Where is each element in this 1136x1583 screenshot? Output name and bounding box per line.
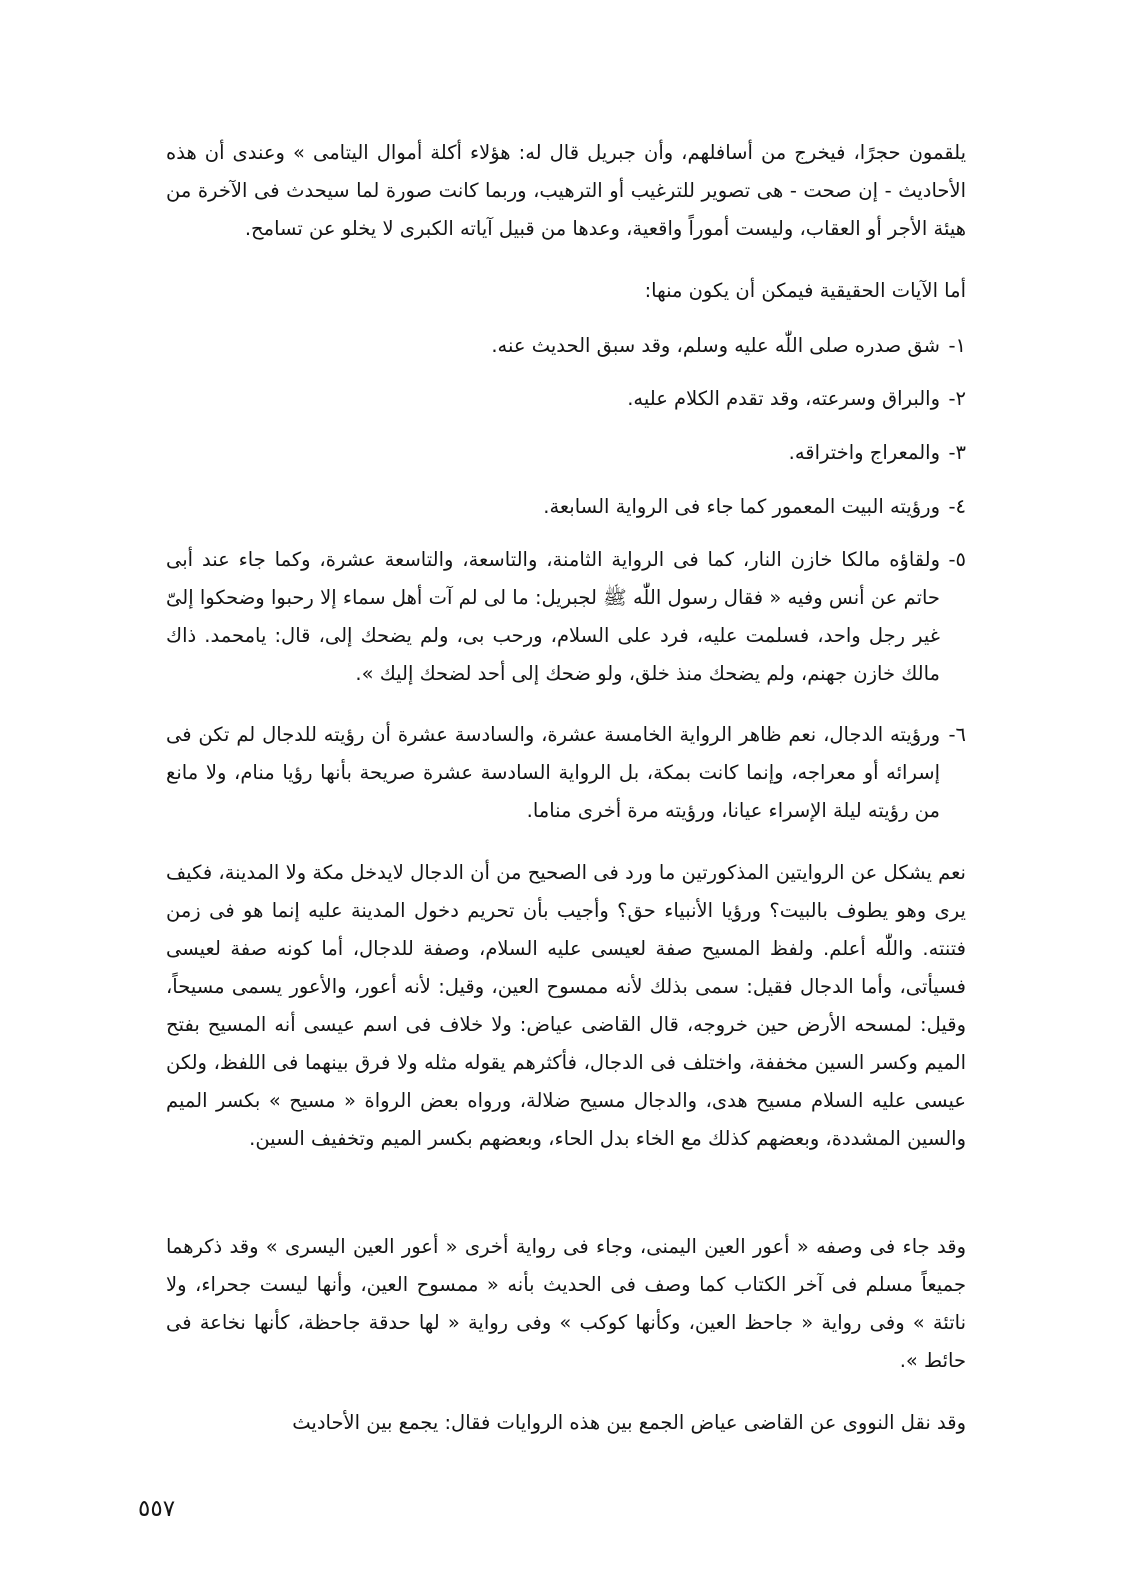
list-item-text: ولقاؤه مالكا خازن النار، كما فى الرواية الثامنة، والتاسعة، والتاسعة عشرة، وكما جاء عند أبى حاتم عن أنس وفيه « فقال رسول اللّٰه ﷺ لجبريل: ما لى لم آت أهل سماء إلا رحبوا وضحكوا إلىّ غير رجل واحد، فسلمت عليه، فرد على السلام، ورحب بى، ولم يضحك إلى، قال: يامحمد. ذاك مالك خازن جهنم، ولم يضحك منذ خلق، ولو ضحك إلى أحد لضحك إليك ». [166,548,940,685]
dajjal-paragraph [166,854,966,1158]
list-item-text: والبراق وسرعته، وقد تقدم الكلام عليه. [627,387,940,410]
list-item-1 [166,327,966,365]
real-signs-heading: أما الآيات الحقيقية فيمكن أن يكون منها: [644,279,966,302]
list-item-number: ٤- [948,495,966,518]
list-item-4 [166,488,966,526]
list-item-number: ٣- [948,441,966,464]
eye-paragraph [166,1228,966,1380]
intro-paragraph [166,134,966,248]
list-item-text: ورؤيته الدجال، نعم ظاهر الرواية الخامسة عشرة، والسادسة عشرة أن رؤيته للدجال لم تكن فى إسرائه أو معراجه، وإنما كانت بمكة، بل الرواية السادسة عشرة صريحة بأنها رؤيا منام، ولا مانع من رؤيته ليلة الإسراء عيانا، ورؤيته مرة أخرى مناما. [166,723,940,822]
list-item-text: والمعراج واختراقه. [788,441,940,464]
list-item-number: ٢- [948,387,966,410]
list-item-5 [166,541,966,693]
list-item-3 [166,434,966,472]
list-item-text: ورؤيته البيت المعمور كما جاء فى الرواية السابعة. [543,495,940,518]
nawawi-paragraph: وقد نقل النووى عن القاضى عياض الجمع بين هذه الروايات فقال: يجمع بين الأحاديث [292,1411,966,1434]
dajjal-paragraph-text: نعم يشكل عن الروايتين المذكورتين ما ورد فى الصحيح من أن الدجال لايدخل مكة ولا المدينة، فكيف يرى وهو يطوف بالبيت؟ ورؤيا الأنبياء حق؟ وأجيب بأن تحريم دخول المدينة عليه إنما هو فى زمن فتنته. واللّٰه أعلم. ولفظ المسيح صفة لعيسى عليه السلام، وصفة للدجال، أما كونه صفة لعيسى فسيأتى، وأما الدجال فقيل: سمى بذلك لأنه ممسوح العين، وقيل: لأنه أعور، والأعور يسمى مسيحاً، وقيل: لمسحه الأرض حين خروجه، قال القاضى عياض: ولا خلاف فى اسم عيسى أنه المسيح بفتح الميم وكسر السين مخففة، واختلف فى الدجال، فأكثرهم يقوله مثله ولا فرق بينهما فى اللفظ، ولكن عيسى عليه السلام مسيح هدى، والدجال مسيح ضلالة، ورواه بعض الرواة « مسيح » بكسر الميم والسين المشددة، وبعضهم كذلك مع الخاء بدل الحاء، وبعضهم بكسر الميم وتخفيف السين. [166,861,966,1150]
intro-paragraph-text: يلقمون حجرًا، فيخرج من أسافلهم، وأن جبريل قال له: هؤلاء أكلة أموال اليتامى » وعندى أن هذه الأحاديث - إن صحت - هى تصوير للترغيب أو الترهيب، وربما كانت صورة لما سيحدث فى الآخرة من هيئة الأجر أو العقاب، وليست أموراً واقعية، وعدها من قبيل آياته الكبرى لا يخلو عن تسامح. [166,141,966,240]
list-item-6 [166,716,966,830]
list-item-number: ١- [948,334,966,357]
list-item-text: شق صدره صلى اللّٰه عليه وسلم، وقد سبق الحديث عنه. [491,334,940,357]
eye-paragraph-text: وقد جاء فى وصفه « أعور العين اليمنى، وجاء فى رواية أخرى « أعور العين اليسرى » وقد ذكرهما جميعاً مسلم فى آخر الكتاب كما وصف فى الحديث بأنه « ممسوح العين، وأنها ليست جحراء، ولا ناتئة » وفى رواية « جاحظ العين، وكأنها كوكب » وفى رواية « لها حدقة جاحظة، كأنها نخاعة فى حائط ». [166,1235,966,1372]
list-item-number: ٥- [948,548,966,571]
list-item-number: ٦- [948,723,966,746]
page-number: ٥٥٧ [138,1496,176,1522]
list-item-2 [166,380,966,418]
